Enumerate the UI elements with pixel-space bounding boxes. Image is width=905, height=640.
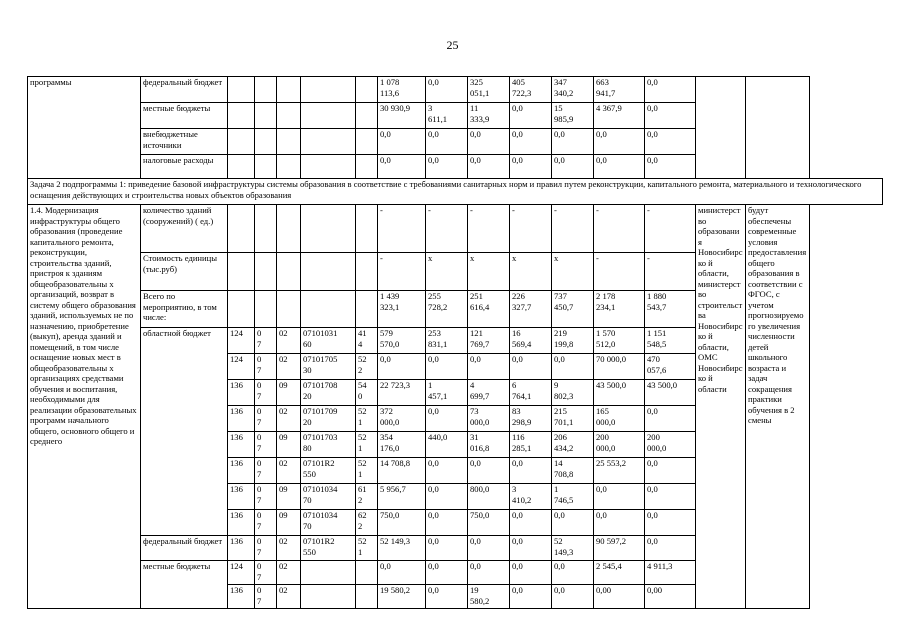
value-cell: 253 831,1 xyxy=(426,328,468,354)
value-cell: 440,0 xyxy=(426,432,468,458)
empty-code-cell xyxy=(301,205,356,253)
subsection-code-cell: 02 xyxy=(277,354,301,380)
value-cell: 0,0 xyxy=(510,354,552,380)
expense-type-cell xyxy=(356,585,378,609)
value-cell: 470 057,6 xyxy=(645,354,696,380)
value-cell: 0,0 xyxy=(594,129,645,155)
value-cell: 200 000,0 xyxy=(645,432,696,458)
value-cell: 0,0 xyxy=(645,484,696,510)
value-cell: 1 570 512,0 xyxy=(594,328,645,354)
regional-budget-label: областной бюджет xyxy=(141,328,228,536)
section-code-cell: 0 7 xyxy=(255,585,277,609)
value-cell: 4 911,3 xyxy=(645,561,696,585)
value-cell: 0,0 xyxy=(510,585,552,609)
target-article-cell: 07101R2 550 xyxy=(301,458,356,484)
value-cell: 0,0 xyxy=(468,129,510,155)
value-cell: 0,0 xyxy=(426,155,468,179)
value-cell: 0,0 xyxy=(594,155,645,179)
program-table xyxy=(27,76,883,609)
table-row xyxy=(28,77,883,103)
value-cell: 0,0 xyxy=(426,484,468,510)
value-cell: х xyxy=(426,253,468,291)
value-cell: 0,0 xyxy=(426,510,468,536)
value-cell: 0,0 xyxy=(645,536,696,561)
expense-type-cell: 41 4 xyxy=(356,328,378,354)
grbs-code-cell: 136 xyxy=(228,380,255,406)
value-cell: 325 051,1 xyxy=(468,77,510,103)
value-cell: - xyxy=(594,205,645,253)
empty-code-cell xyxy=(301,77,356,103)
expense-type-cell xyxy=(356,561,378,585)
task-heading: Задача 2 подпрограммы 1: приведение базовой инфраструктуры системы образования в соответствие с требованиями санитарных норм и правил путем реконструкции, капитального ремонта, материального и технологического оснащения действующих и строительства новых объектов образования xyxy=(28,179,883,205)
value-cell: 0,0 xyxy=(378,354,426,380)
value-cell: 0,0 xyxy=(378,155,426,179)
subsection-code-cell: 09 xyxy=(277,510,301,536)
value-cell: 0,0 xyxy=(594,484,645,510)
value-cell: 0,0 xyxy=(468,354,510,380)
value-cell: 14 708,8 xyxy=(378,458,426,484)
empty-code-cell xyxy=(356,205,378,253)
value-cell: 70 000,0 xyxy=(594,354,645,380)
value-cell: 0,0 xyxy=(426,585,468,609)
value-cell: 2 178 234,1 xyxy=(594,291,645,328)
value-cell: 200 000,0 xyxy=(594,432,645,458)
value-cell: 0,0 xyxy=(426,406,468,432)
section-code-cell: 0 7 xyxy=(255,484,277,510)
value-cell: 226 327,7 xyxy=(510,291,552,328)
subsection-code-cell: 02 xyxy=(277,406,301,432)
empty-code-cell xyxy=(255,129,277,155)
value-cell: 750,0 xyxy=(468,510,510,536)
value-cell: 1 151 548,5 xyxy=(645,328,696,354)
empty-code-cell xyxy=(356,253,378,291)
grbs-code-cell: 136 xyxy=(228,484,255,510)
grbs-code-cell: 136 xyxy=(228,510,255,536)
section-code-cell: 0 7 xyxy=(255,380,277,406)
value-cell: 52 149,3 xyxy=(378,536,426,561)
subsection-code-cell: 02 xyxy=(277,585,301,609)
value-cell: 0,0 xyxy=(468,561,510,585)
empty-code-cell xyxy=(255,77,277,103)
empty-code-cell xyxy=(277,129,301,155)
value-cell: 0,0 xyxy=(645,155,696,179)
federal-budget-label: федеральный бюджет xyxy=(141,536,228,561)
empty-code-cell xyxy=(255,291,277,328)
value-cell: 0,0 xyxy=(645,77,696,103)
value-cell: 1 457,1 xyxy=(426,380,468,406)
value-cell: 0,0 xyxy=(426,129,468,155)
count-label: количество зданий (сооружений) ( ед.) xyxy=(141,205,228,253)
value-cell: - xyxy=(645,253,696,291)
value-cell: - xyxy=(552,205,594,253)
value-cell: 0,00 xyxy=(594,585,645,609)
value-cell: 0,0 xyxy=(645,406,696,432)
value-cell: - xyxy=(510,205,552,253)
target-article-cell: 07101703 80 xyxy=(301,432,356,458)
value-cell: - xyxy=(645,205,696,253)
value-cell: х xyxy=(552,253,594,291)
value-cell: 22 723,3 xyxy=(378,380,426,406)
value-cell: 9 802,3 xyxy=(552,380,594,406)
empty-code-cell xyxy=(301,253,356,291)
section-code-cell: 0 7 xyxy=(255,354,277,380)
value-cell: 0,0 xyxy=(552,129,594,155)
value-cell: 215 701,1 xyxy=(552,406,594,432)
empty-code-cell xyxy=(277,77,301,103)
unit-cost-label: Стоимость единицы (тыс.руб) xyxy=(141,253,228,291)
section-code-cell: 0 7 xyxy=(255,328,277,354)
subsection-code-cell: 02 xyxy=(277,328,301,354)
empty-code-cell xyxy=(255,155,277,179)
value-cell: 663 941,7 xyxy=(594,77,645,103)
value-cell: 0,0 xyxy=(510,103,552,129)
value-cell: 737 450,7 xyxy=(552,291,594,328)
empty-code-cell xyxy=(356,291,378,328)
total-label: Всего по мероприятию, в том числе: xyxy=(141,291,228,328)
value-cell: - xyxy=(378,205,426,253)
empty-code-cell xyxy=(255,253,277,291)
value-cell: 0,0 xyxy=(552,354,594,380)
value-cell: 206 434,2 xyxy=(552,432,594,458)
grbs-code-cell: 124 xyxy=(228,328,255,354)
value-cell: 0,0 xyxy=(645,510,696,536)
value-cell: 0,0 xyxy=(468,155,510,179)
value-cell: 6 764,1 xyxy=(510,380,552,406)
expense-type-cell: 52 1 xyxy=(356,406,378,432)
value-cell: 405 722,3 xyxy=(510,77,552,103)
grbs-code-cell: 136 xyxy=(228,432,255,458)
empty-code-cell xyxy=(228,291,255,328)
empty-code-cell xyxy=(301,155,356,179)
local-budget-label: местные бюджеты xyxy=(141,561,228,609)
empty-code-cell xyxy=(356,77,378,103)
value-cell: 2 545,4 xyxy=(594,561,645,585)
measure-title: 1.4. Модернизация инфраструктуры общего образования (проведение капитального ремонта, реконструкции, строительства зданий, пристроя к зданиям общеобразовательны х организаций, возврат в систему общего образования зданий, используемых не по назначению, приобретение (выкуп), аренда зданий и помещений, в том числе оснащение новых мест в общеобразовательны х организациях средствами обучения и воспитания, необходимыми для реализации образовательных программ начального общего, основного общего и среднего xyxy=(28,205,141,609)
value-cell: 255 728,2 xyxy=(426,291,468,328)
value-cell: 1 439 323,1 xyxy=(378,291,426,328)
value-cell: 800,0 xyxy=(468,484,510,510)
value-cell: 19 580,2 xyxy=(468,585,510,609)
value-cell: 0,0 xyxy=(510,458,552,484)
subsection-code-cell: 02 xyxy=(277,536,301,561)
value-cell: 0,0 xyxy=(552,585,594,609)
funding-source-label: налоговые расходы xyxy=(141,155,228,179)
value-cell: 0,0 xyxy=(510,155,552,179)
funding-source-label: федеральный бюджет xyxy=(141,77,228,103)
target-article-cell: 07101031 60 xyxy=(301,328,356,354)
value-cell: 1 746,5 xyxy=(552,484,594,510)
empty-code-cell xyxy=(301,291,356,328)
target-article-cell: 07101034 70 xyxy=(301,484,356,510)
empty-code-cell xyxy=(277,291,301,328)
empty-code-cell xyxy=(277,253,301,291)
value-cell: - xyxy=(468,205,510,253)
empty-code-cell xyxy=(228,77,255,103)
value-cell: 31 016,8 xyxy=(468,432,510,458)
empty-code-cell xyxy=(255,103,277,129)
value-cell: 0,0 xyxy=(645,103,696,129)
expense-type-cell: 54 0 xyxy=(356,380,378,406)
table-row xyxy=(28,205,883,253)
value-cell: 3 611,1 xyxy=(426,103,468,129)
value-cell: 16 569,4 xyxy=(510,328,552,354)
subsection-code-cell: 09 xyxy=(277,432,301,458)
value-cell: 3 410,2 xyxy=(510,484,552,510)
value-cell: 0,0 xyxy=(510,510,552,536)
target-article-cell xyxy=(301,585,356,609)
value-cell: 0,0 xyxy=(468,458,510,484)
section-code-cell: 0 7 xyxy=(255,510,277,536)
expense-type-cell: 52 2 xyxy=(356,354,378,380)
value-cell: 11 333,9 xyxy=(468,103,510,129)
value-cell: 15 985,9 xyxy=(552,103,594,129)
value-cell: 347 340,2 xyxy=(552,77,594,103)
empty-code-cell xyxy=(356,129,378,155)
empty-code-cell xyxy=(301,129,356,155)
value-cell: 43 500,0 xyxy=(594,380,645,406)
section-code-cell: 0 7 xyxy=(255,536,277,561)
expense-type-cell: 52 1 xyxy=(356,458,378,484)
empty-code-cell xyxy=(228,103,255,129)
expense-type-cell: 52 1 xyxy=(356,432,378,458)
value-cell: 0,0 xyxy=(468,536,510,561)
value-cell: 165 000,0 xyxy=(594,406,645,432)
page-number: 25 xyxy=(446,38,459,52)
empty-code-cell xyxy=(228,155,255,179)
section-code-cell: 0 7 xyxy=(255,432,277,458)
value-cell: 0,0 xyxy=(552,561,594,585)
value-cell: - xyxy=(378,253,426,291)
empty-code-cell xyxy=(228,205,255,253)
empty-code-cell xyxy=(301,103,356,129)
value-cell: 0,0 xyxy=(378,129,426,155)
empty-code-cell xyxy=(277,205,301,253)
value-cell: 19 580,2 xyxy=(378,585,426,609)
value-cell: 251 616,4 xyxy=(468,291,510,328)
empty-code-cell xyxy=(277,103,301,129)
empty-code-cell xyxy=(255,205,277,253)
value-cell: х xyxy=(510,253,552,291)
section-code-cell: 0 7 xyxy=(255,458,277,484)
grbs-code-cell: 124 xyxy=(228,354,255,380)
value-cell: 1 880 543,7 xyxy=(645,291,696,328)
grbs-code-cell: 136 xyxy=(228,406,255,432)
value-cell: 0,0 xyxy=(510,536,552,561)
value-cell: 0,0 xyxy=(645,129,696,155)
target-article-cell xyxy=(301,561,356,585)
expense-type-cell: 62 2 xyxy=(356,510,378,536)
value-cell: 121 769,7 xyxy=(468,328,510,354)
value-cell: 0,0 xyxy=(594,510,645,536)
expense-type-cell: 52 1 xyxy=(356,536,378,561)
subsection-code-cell: 02 xyxy=(277,561,301,585)
target-article-cell: 07101705 30 xyxy=(301,354,356,380)
value-cell: 90 597,2 xyxy=(594,536,645,561)
value-cell: 579 570,0 xyxy=(378,328,426,354)
grbs-code-cell: 136 xyxy=(228,458,255,484)
value-cell: 0,0 xyxy=(426,77,468,103)
value-cell: 0,0 xyxy=(552,155,594,179)
value-cell: 0,0 xyxy=(378,561,426,585)
value-cell: 0,00 xyxy=(645,585,696,609)
subsection-code-cell: 02 xyxy=(277,458,301,484)
value-cell: 5 956,7 xyxy=(378,484,426,510)
value-cell: - xyxy=(426,205,468,253)
empty-code-cell xyxy=(228,253,255,291)
measure-executors: министерство образования Новосибирско й области, министерство строительства Новосибирско й области, ОМС Новосибирско й области xyxy=(696,205,746,609)
value-cell: 0,0 xyxy=(552,510,594,536)
measure-result: будут обеспечены современные условия предоставления общего образования в соответствии с ФГОС, с учетом прогнозируемого увеличения численности детей школьного возраста и задач сокращения практики обучения в 2 смены xyxy=(746,205,810,609)
empty-code-cell xyxy=(356,103,378,129)
grbs-code-cell: 136 xyxy=(228,536,255,561)
target-article-cell: 07101708 20 xyxy=(301,380,356,406)
grbs-code-cell: 136 xyxy=(228,585,255,609)
value-cell: 116 285,1 xyxy=(510,432,552,458)
value-cell: 1 078 113,6 xyxy=(378,77,426,103)
target-article-cell: 07101R2 550 xyxy=(301,536,356,561)
value-cell: 0,0 xyxy=(645,458,696,484)
value-cell: 4 367,9 xyxy=(594,103,645,129)
expense-type-cell: 61 2 xyxy=(356,484,378,510)
value-cell: х xyxy=(468,253,510,291)
value-cell: 25 553,2 xyxy=(594,458,645,484)
value-cell: 372 000,0 xyxy=(378,406,426,432)
value-cell: 0,0 xyxy=(426,354,468,380)
value-cell: 14 708,8 xyxy=(552,458,594,484)
value-cell: 750,0 xyxy=(378,510,426,536)
subsection-code-cell: 09 xyxy=(277,380,301,406)
empty-code-cell xyxy=(277,155,301,179)
value-cell: 0,0 xyxy=(426,561,468,585)
target-article-cell: 07101034 70 xyxy=(301,510,356,536)
value-cell: 0,0 xyxy=(510,129,552,155)
value-cell: 73 000,0 xyxy=(468,406,510,432)
funding-source-label: местные бюджеты xyxy=(141,103,228,129)
section-code-cell: 0 7 xyxy=(255,561,277,585)
empty-code-cell xyxy=(228,129,255,155)
value-cell: 0,0 xyxy=(426,458,468,484)
value-cell: 0,0 xyxy=(510,561,552,585)
value-cell: 219 199,8 xyxy=(552,328,594,354)
value-cell: 43 500,0 xyxy=(645,380,696,406)
empty-code-cell xyxy=(356,155,378,179)
funding-source-label: внебюджетные источники xyxy=(141,129,228,155)
value-cell: 83 298,9 xyxy=(510,406,552,432)
value-cell: 4 699,7 xyxy=(468,380,510,406)
executors-cell xyxy=(696,77,746,179)
value-cell: - xyxy=(594,253,645,291)
target-article-cell: 07101709 20 xyxy=(301,406,356,432)
section-code-cell: 0 7 xyxy=(255,406,277,432)
value-cell: 52 149,3 xyxy=(552,536,594,561)
value-cell: 354 176,0 xyxy=(378,432,426,458)
subsection-code-cell: 09 xyxy=(277,484,301,510)
grbs-code-cell: 124 xyxy=(228,561,255,585)
task-heading-row xyxy=(28,179,883,205)
result-cell xyxy=(746,77,810,179)
programs-label: программы xyxy=(28,77,141,179)
value-cell: 30 930,9 xyxy=(378,103,426,129)
value-cell: 0,0 xyxy=(426,536,468,561)
